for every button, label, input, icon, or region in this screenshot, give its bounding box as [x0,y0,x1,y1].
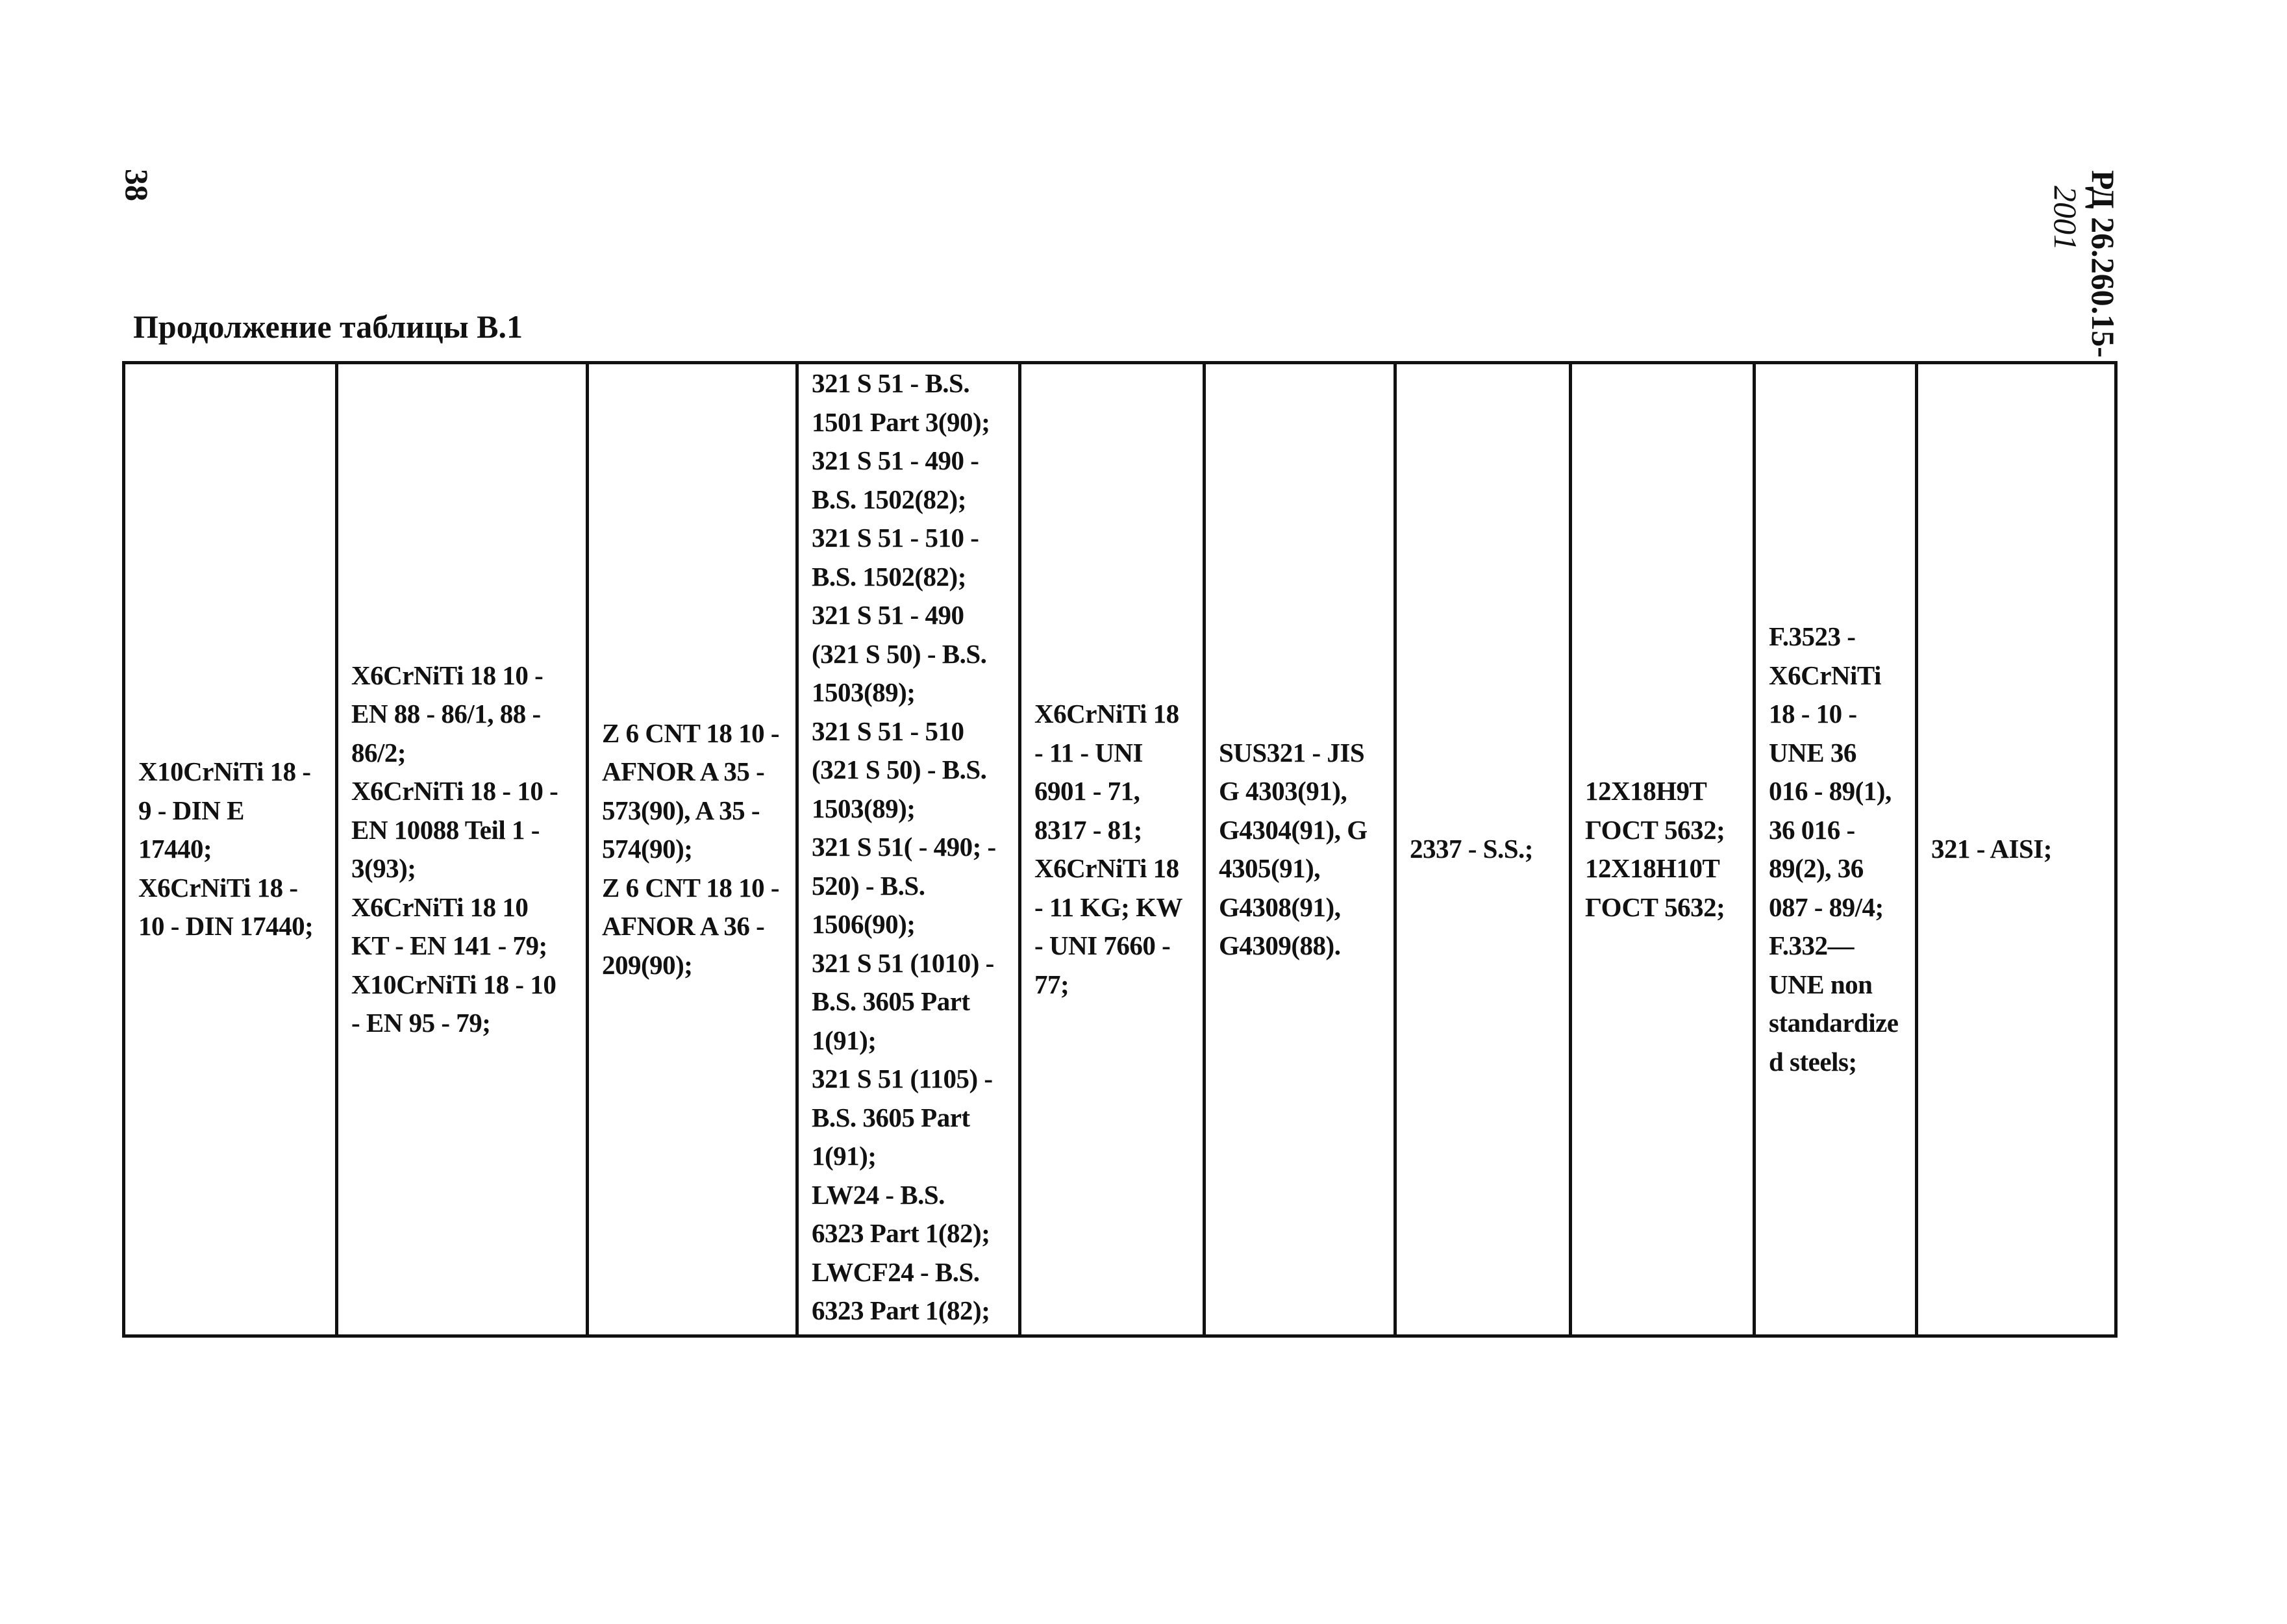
cell-text-line: 1(91); [812,1025,877,1055]
cell-text-line: G4304(91), G [1219,814,1368,845]
cell-text-line: ГОСТ 5632; [1585,892,1725,922]
cell-text-line: 1503(89); [812,793,916,823]
table-cell [1917,363,2116,1336]
cell-text-line: AFNOR A 36 - [602,911,765,942]
cell-text-line: ГОСТ 5632; [1585,814,1725,845]
cell-text-line: G4309(88). [1219,931,1341,960]
table-cell [1571,363,1755,1336]
cell-text-line: 1506(90); [812,909,916,939]
cell-text-line: 12Х18Н9Т [1585,776,1707,806]
cell-text-line: 6323 Part 1(82); [812,1295,990,1325]
cell-text-line: standardize [1769,1008,1899,1038]
cell-text-line: 016 - 89(1), [1769,776,1892,806]
table-caption: Продолжение таблицы В.1 [133,308,523,345]
cell-text-line: 573(90), A 35 - [602,795,760,825]
cell-text-line: 8317 - 81; [1034,814,1142,845]
cell-text-line: LWCF24 - B.S. [812,1256,980,1287]
steel-grades-table [122,361,2118,1338]
cell-text-line: LW24 - B.S. [812,1179,945,1210]
cell-text-line: KT - EN 141 - 79; [351,931,547,960]
cell-text-line: UNE 36 [1769,737,1856,768]
table-cell [797,363,1020,1336]
cell-text-line: 1501 Part 3(90); [812,406,990,437]
cell-text-line: - UNI 7660 - [1034,931,1171,960]
cell-text-line: d steels; [1769,1046,1857,1077]
cell-text-line: 89(2), 36 [1769,853,1864,883]
cell-text-line: 321 S 51 (1010) - [812,947,994,978]
cell-text-line: 77; [1034,969,1069,999]
cell-text-line: 321 S 51 - 490 [812,600,964,630]
cell-text-line: 574(90); [602,834,693,864]
cell-text-line: 321 S 51 (1105) - [812,1064,993,1093]
cell-text-line: 321 S 51 - 510 - [812,523,979,553]
cell-text-line: 520) - B.S. [812,870,925,901]
cell-text-line: 18 - 10 - [1769,699,1857,729]
cell-text-line: 2337 - S.S.; [1410,834,1533,864]
cell-text-line: G4308(91), [1219,892,1341,922]
cell-text-line: SUS321 - JIS [1219,737,1365,768]
cell-text-line: X10CrNiTi 18 - [138,756,311,787]
cell-text-line: 6323 Part 1(82); [812,1218,990,1248]
document-code-line-2: 2001 [2047,186,2084,251]
cell-text-line: 1503(89); [812,677,916,707]
cell-text-line: 321 S 51 - 510 [812,716,964,746]
cell-text-line: 087 - 89/4; [1769,892,1884,922]
cell-text-line: 10 - DIN 17440; [138,911,314,942]
cell-text-line: 6901 - 71, [1034,776,1140,806]
cell-text-line: 321 S 51( - 490; - [812,832,996,862]
cell-text-line: X6CrNiTi 18 10 [351,892,529,922]
cell-text-line: Z 6 CNT 18 10 - [602,872,780,903]
cell-text-line: F.3523 - [1769,621,1856,651]
cell-text-line: UNE non [1769,969,1873,999]
table-cell [1395,363,1571,1336]
cell-text-line: (321 S 50) - B.S. [812,638,987,669]
cell-text-line: - EN 95 - 79; [351,1008,491,1038]
cell-text-line: B.S. 3605 Part [812,1102,970,1132]
cell-text-line: X6CrNiTi 18 - [138,872,298,903]
table-cell [124,363,337,1336]
cell-text-line: 321 S 51 - 490 - [812,445,979,475]
cell-text-line: B.S. 1502(82); [812,484,966,514]
table-row [124,363,2116,1336]
cell-text-line: - 11 KG; KW [1034,892,1182,922]
cell-text-line: 36 016 - [1769,814,1855,845]
page-number: 38 [119,169,155,201]
cell-text-line: F.332— [1769,931,1855,960]
table-cell [1755,363,1917,1336]
cell-text-line: - 11 - UNI [1034,737,1143,768]
cell-text-line: X6CrNiTi [1769,660,1881,690]
cell-text-line: X10CrNiTi 18 - 10 [351,969,556,999]
cell-text-line: X6CrNiTi 18 - 10 - [351,776,558,806]
table-cell [1020,363,1205,1336]
cell-text-line: EN 10088 Teil 1 - [351,814,540,845]
cell-text-line: 4305(91), [1219,853,1321,883]
table-cell [588,363,797,1336]
cell-text-line: 3(93); [351,853,416,883]
cell-text-line: 321 - AISI; [1931,834,2052,864]
cell-text-line: G 4303(91), [1219,776,1347,806]
cell-text-line: X6CrNiTi 18 [1034,853,1179,883]
cell-text-line: 17440; [138,834,212,864]
cell-text-line: X6CrNiTi 18 [1034,699,1179,729]
cell-text-line: AFNOR A 35 - [602,756,765,787]
cell-text-line: 86/2; [351,737,406,768]
cell-text-line: 1(91); [812,1141,877,1171]
cell-text-line: B.S. 3605 Part [812,986,970,1016]
cell-text-line: (321 S 50) - B.S. [812,755,987,784]
cell-text-line: B.S. 1502(82); [812,561,966,592]
table-cell [337,363,588,1336]
cell-text-line: 209(90); [602,949,693,980]
cell-text-line: EN 88 - 86/1, 88 - [351,699,541,729]
document-code [2047,170,2122,358]
document-code-line-1: РД 26.260.15- [2085,170,2121,358]
cell-text-line: 12Х18Н10Т [1585,853,1720,883]
table-cell [1205,363,1395,1336]
cell-text-line: Z 6 CNT 18 10 - [602,718,780,748]
cell-text-line: 9 - DIN E [138,795,244,825]
cell-text-line: X6CrNiTi 18 10 - [351,660,544,690]
cell-text-line: 321 S 51 - B.S. [812,368,970,398]
